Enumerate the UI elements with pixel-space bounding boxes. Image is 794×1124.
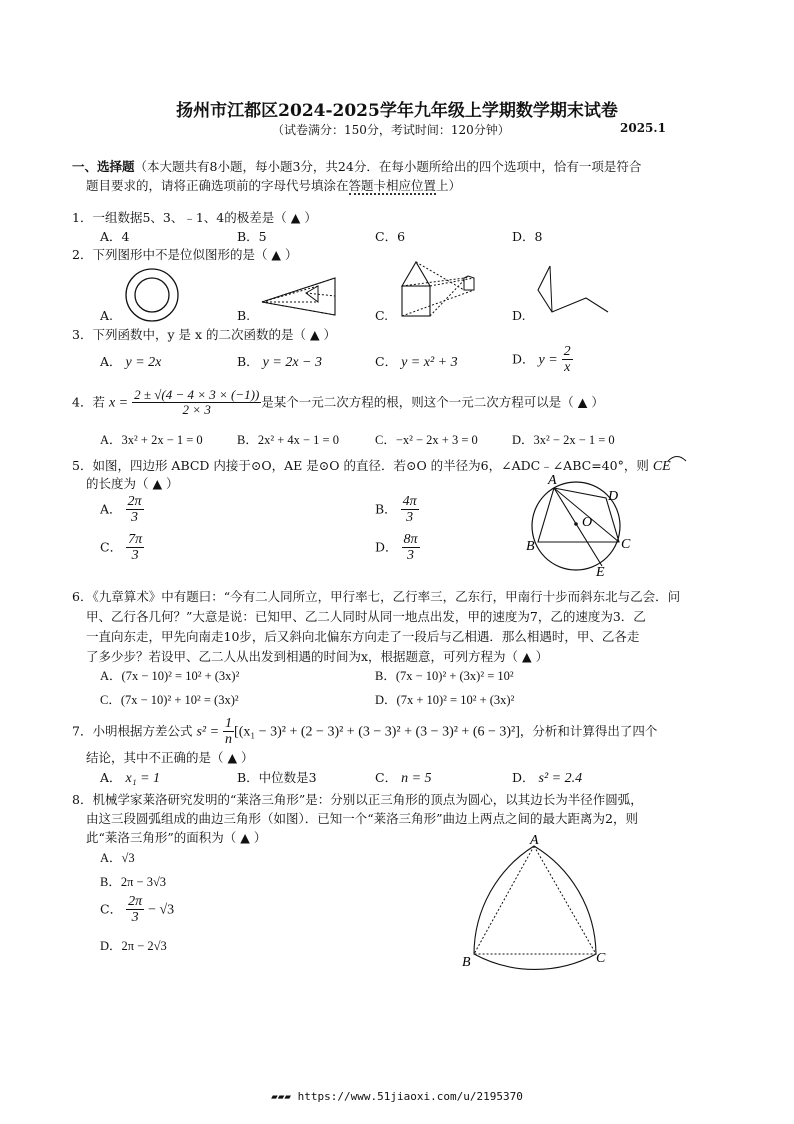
q2-option-d: D. [512,308,526,323]
q2-option-c: C. [375,308,389,323]
q8-label-c: C [596,951,606,966]
q5-label-o: O [582,515,593,530]
q3-option-a: A． y = 2x [100,354,162,370]
q6-line2: 甲、乙行各几何？”大意是说：已知甲、乙二人同时从同一地点出发，甲的速度为7，乙的速度为3．乙 [86,609,646,624]
q5-label-d: D [608,489,619,504]
q6-line1: 6．《九章算术》中有题曰：“今有二人同所立，甲行率七，乙行率三，乙东行，甲南行十步而斜东北与乙会．问 [72,589,681,604]
section-description [72,157,641,175]
q5-circle-figure [522,474,632,578]
q7-option-b: B．中位数是3 [237,770,317,785]
q1-stem: 1．一组数据5、3、﹣1、4的极差是（ ▲ ） [72,210,317,225]
q1-option-c: C．6 [375,229,406,244]
q5-arc-ce: CE [652,459,671,474]
q5-label-e: E [596,565,605,580]
q7-line2: 结论，其中不正确的是（ ▲ ） [86,750,254,765]
exam-title: 扬州市江都区2024-2025学年九年级上学期数学期末试卷 [176,101,618,121]
q6-option-a: A．(7x − 10)² = 10² + (3x)² [100,669,240,683]
q5-label-c: C [621,537,631,552]
footer-link[interactable]: ▰▰▰ https://www.51jiaoxi.com/u/2195370 [271,1090,523,1103]
q8-line3: 此“莱洛三角形”的面积为（ ▲ ） [86,830,267,845]
section-desc-2a: 题目要求的，请将正确选项前的字母代号填涂在 [86,178,349,193]
q8-reuleaux-triangle [460,833,610,970]
q5-label-b: B [526,539,535,554]
q2-stem: 2．下列图形中不是位似图形的是（ ▲ ） [72,247,298,262]
section-heading: 一、选择题 [72,159,135,174]
q3-option-d: D． y = $\frac{2}{x}$ [512,344,571,376]
exam-date: 2025.1 [620,121,666,135]
q6-option-d: D．(7x + 10)² = 10² + (3x)² [375,693,515,707]
q4-option-a: A．3x² + 2x − 1 = 0 [100,433,203,447]
q8-line1: 8．机械学家莱洛研究发明的“莱洛三角形”是：分别以正三角形的顶点为圆心，以其边长为半径作圆弧， [72,792,643,807]
q8-option-c: C． $\frac{2\pi}{3}$ − √3 [100,894,175,926]
section-desc-line1: （本大题共有8小题，每小题3分，共24分．在每小题所给出的四个选项中，恰有一项是符合 [134,159,642,174]
q8-label-a: A [530,833,539,848]
q7-option-d: D． s² = 2.4 [512,770,583,786]
q1-option-b: B．5 [237,229,267,244]
arc-mark-icon [667,454,687,462]
q2-figure-c-house-shapes [398,262,480,320]
q8-option-a: A．√3 [100,851,135,865]
q2-figure-d-angles [536,266,612,318]
q4-stem: 4．若 x = $\frac{2 \pm √(4 - 4 \times 3 \times (-1))}{2 \times 3}$ 是某个一元二次方程的根，则这个一元二次方程可以是（ ▲ ） [72,387,604,418]
q3-option-b: B． y = 2x − 3 [237,354,322,370]
section-desc-line2 [86,176,461,194]
q4-option-b: B．2x² + 4x − 1 = 0 [237,433,339,447]
q5-stem-line1: 5．如图，四边形 ABCD 内接于⊙O，AE 是⊙O 的直径．若⊙O 的半径为6，∠ADC﹣∠ABC=40°，则 CE [72,458,671,474]
q5-option-a: A． $\frac{2\pi}{3}$ [100,494,142,526]
q2-option-a: A. [100,308,114,323]
section-desc-2c: 上） [436,178,462,193]
q5-option-b: B． $\frac{4\pi}{3}$ [375,494,417,526]
section-desc-2b: 答题卡相应位置 [348,178,437,193]
q5-option-c: C． $\frac{7\pi}{3}$ [100,532,143,564]
q2-figure-b-triangles [262,272,342,316]
q6-line4: 了多少步？若设甲、乙二人从出发到相遇的时间为x，根据题意，可列方程为（ ▲ ） [86,649,549,664]
q5-stem-line2: 的长度为（ ▲ ） [86,476,179,491]
q7-option-c: C． n = 5 [375,770,432,786]
exam-subtitle: （试卷满分：150分，考试时间：120分钟） [272,123,510,137]
q5-option-d: D． $\frac{8\pi}{3}$ [375,532,418,564]
q2-figure-a-concentric-circles [124,268,184,328]
q1-option-d: D．8 [512,229,543,244]
q3-stem: 3．下列函数中，y 是 x 的二次函数的是（ ▲ ） [72,327,337,342]
q6-option-c: C．(7x − 10)² + 10² = (3x)² [100,693,239,707]
q6-line3: 一直向东走，甲先向南走10步，后又斜向北偏东方向走了一段后与乙相遇．那么相遇时，甲、乙各走 [86,629,640,644]
q2-option-b: B. [237,308,251,323]
q3-option-c: C． y = x² + 3 [375,354,458,370]
q8-option-b: B．2π − 3√3 [100,875,167,889]
q8-option-d: D．2π − 2√3 [100,939,167,953]
q7-stem: 7．小明根据方差公式 s² = $\frac{1}{n}$ [(x₁ − 3)² + (2 − 3)² + (3 − 3)² + (3 − 3)² + (6 − 3)²]，分析和计算得出了四个 [72,716,658,748]
q8-label-b: B [462,955,471,970]
q5-label-a: A [548,473,557,488]
q6-option-b: B．(7x − 10)² + (3x)² = 10² [375,669,514,683]
q1-option-a: A．4 [100,229,130,244]
q8-line2: 由这三段圆弧组成的曲边三角形（如图）．已知一个“莱洛三角形”曲边上两点之间的最大距离为2，则 [86,811,638,826]
q4-option-c: C．−x² − 2x + 3 = 0 [375,433,478,447]
q4-option-d: D．3x² − 2x − 1 = 0 [512,433,615,447]
q7-option-a: A． x₁ = 1 [100,770,161,786]
